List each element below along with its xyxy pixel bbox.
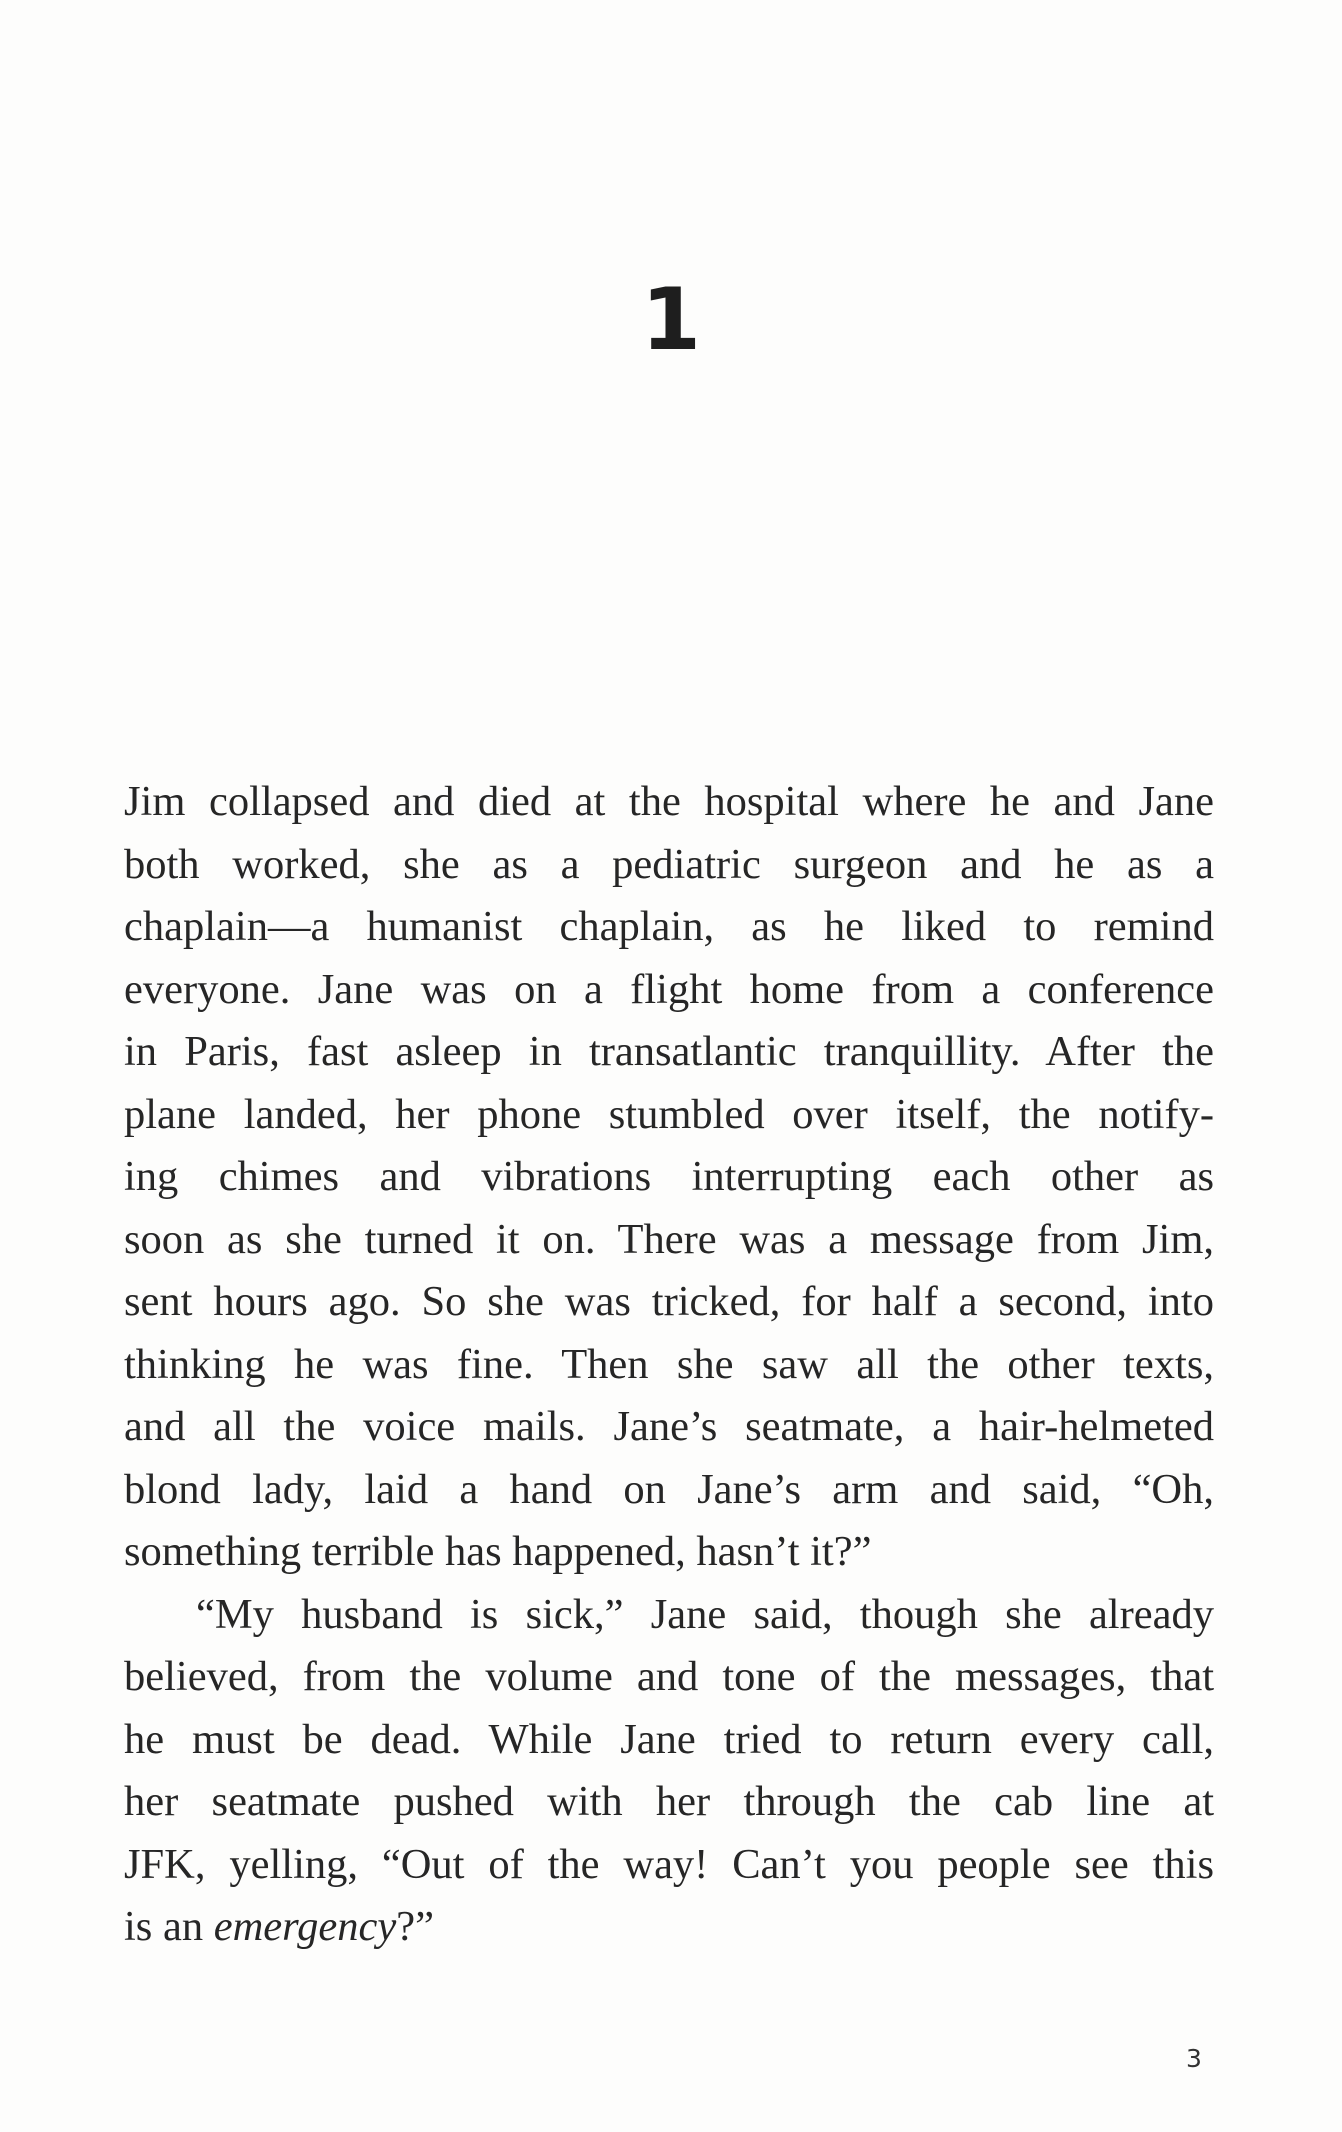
text-line: her seatmate pushed with her through the cab line at [124,1778,1214,1825]
text-line: in Paris, fast asleep in transatlantic tranquillity. After the [124,1028,1214,1075]
text-line: everyone. Jane was on a flight home from a conference [124,965,1214,1013]
closing-text-after: ?” [396,1903,434,1950]
text-line: soon as she turned it on. There was a message from Jim, [124,1215,1214,1263]
text-line: sent hours ago. So she was tricked, for half a second, into [124,1278,1214,1325]
text-line: JFK, yelling, “Out of the way! Can’t you people see this [124,1840,1214,1888]
closing-text-before: is an [124,1903,214,1950]
text-line: both worked, she as a pediatric surgeon and he as a [124,840,1214,888]
chapter-number: 1 [641,270,701,370]
text-line: thinking he was fine. Then she saw all the other texts, [124,1340,1214,1388]
text-line: and all the voice mails. Jane’s seatmate, a hair-helmeted [124,1403,1214,1450]
emphasis-word: emergency [213,1903,397,1950]
page-number: 3 [1186,2044,1202,2073]
text-line-closing [124,1896,1214,1959]
text-line: “My husband is sick,” Jane said, though she already [196,1590,1214,1638]
text-line: something terrible has happened, hasn’t it?” [124,1528,872,1575]
text-line: he must be dead. While Jane tried to return every call, [124,1715,1214,1763]
text-line: believed, from the volume and tone of the messages, that [124,1653,1214,1700]
text-line: blond lady, laid a hand on Jane’s arm and said, “Oh, [124,1465,1214,1513]
text-line: Jim collapsed and died at the hospital where he and Jane [124,778,1214,825]
text-line: ing chimes and vibrations interrupting each other as [124,1153,1214,1200]
text-line: plane landed, her phone stumbled over itself, the notify- [124,1090,1214,1138]
body-text [124,771,1214,1959]
text-line: chaplain—a humanist chaplain, as he liked to remind [124,903,1214,950]
